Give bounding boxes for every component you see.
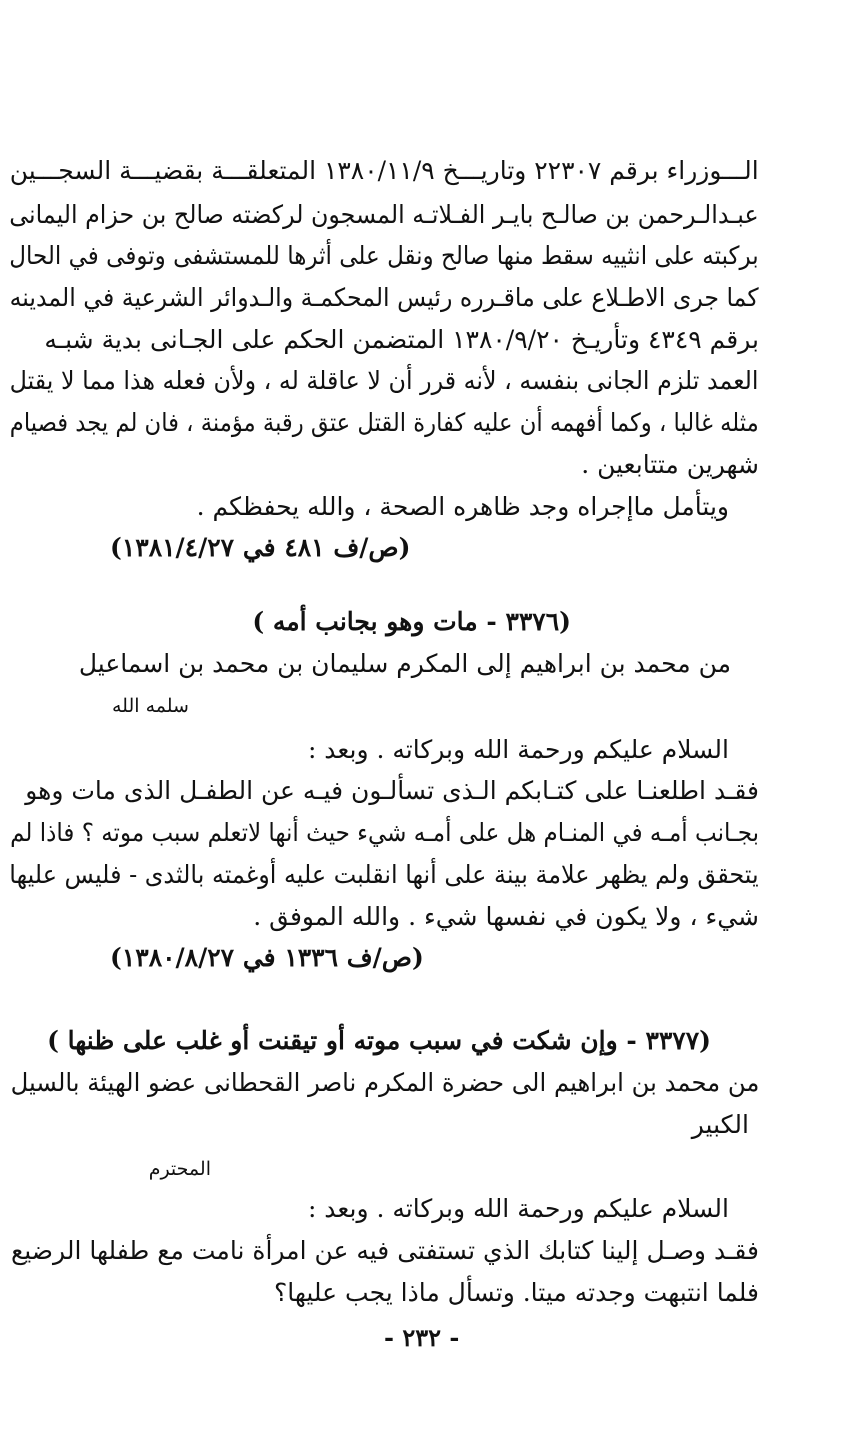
reference-citation: (ص/ف ٤٨١ في ١٣٨١/٤/٢٧): [110, 533, 411, 562]
text-line: شهرين متتابعين .: [581, 450, 759, 479]
text-line: ويتأمل ماإجراه وجد ظاهره الصحة ، والله يحفظكم .: [196, 492, 729, 521]
fatwa-heading: (٣٣٧٦ - مات وهو بجانب أمه ): [252, 607, 571, 636]
sender-line: من محمد بن ابراهيم إلى المكرم سليمان بن محمد بن اسماعيل: [78, 649, 731, 678]
greeting: السلام عليكم ورحمة الله وبركاته . وبعد :: [307, 1194, 729, 1223]
sender-line: الكبير: [691, 1110, 749, 1139]
salutation: سلمه الله: [112, 695, 189, 717]
page-number: - ٢٣٢ -: [384, 1323, 460, 1352]
greeting: السلام عليكم ورحمة الله وبركاته . وبعد :: [307, 735, 729, 764]
text-line: العمد تلزم الجانى بنفسه ، لأنه قرر أن لا عاقلة له ، ولأن فعله هذا مما لا يقتل: [10, 366, 759, 395]
body-line: فقـد اطلعنـا على كتـابكم الـذى تسألـون فيـه عن الطفـل الذى مات وهو: [25, 776, 759, 805]
body-line: فلما انتبهت وجدته ميتا. وتسأل ماذا يجب عليها؟: [273, 1278, 759, 1307]
reference-citation: (ص/ف ١٣٣٦ في ١٣٨٠/٨/٢٧): [110, 943, 424, 972]
text-line: كما جرى الاطـلاع على ماقـرره رئيس المحكمـة والـدوائر الشرعية في المدينه: [9, 283, 759, 312]
text-line: الـــوزراء برقم ٢٢٣٠٧ وتاريـــخ ١٣٨٠/١١/٩ المتعلقـــة بقضيـــة السجـــين: [10, 156, 759, 185]
body-line: يتحقق ولم يظهر علامة بينة على أنها انقلبت عليه أوغمته بالثدى - فليس عليها: [9, 860, 759, 889]
body-line: بجـانب أمـه في المنـام هل على أمـه شيء حيث أنها لاتعلم سبب موته ؟ فاذا لم: [10, 818, 759, 847]
body-line: شيء ، ولا يكون في نفسها شيء . والله الموفق .: [253, 902, 759, 931]
text-line: بركبته على انثييه سقط منها صالح ونقل على أثرها للمستشفى وتوفى في الحال: [9, 241, 759, 270]
body-line: فقـد وصـل إلينا كتابك الذي تستفتى فيه عن امرأة نامت مع طفلها الرضيع: [10, 1236, 759, 1265]
sender-line: من محمد بن ابراهيم الى حضرة المكرم ناصر القحطانى عضو الهيئة بالسيل: [10, 1068, 759, 1097]
text-line: برقم ٤٣٤٩ وتأريـخ ١٣٨٠/٩/٢٠ المتضمن الحكم على الجـانى بدية شبـه: [44, 325, 759, 354]
fatwa-heading: (٣٣٧٧ - وإن شكت في سبب موته أو تيقنت أو غلب على ظنها ): [47, 1026, 711, 1055]
salutation: المحترم: [148, 1158, 211, 1180]
text-line: عبـدالـرحمن بن صالـح بايـر الفـلاتـه المسجون لركضته صالح بن حزام اليمانى: [9, 200, 759, 229]
text-line: مثله غالبا ، وكما أفهمه أن عليه كفارة القتل عتق رقبة مؤمنة ، فان لم يجد فصيام: [10, 408, 759, 437]
